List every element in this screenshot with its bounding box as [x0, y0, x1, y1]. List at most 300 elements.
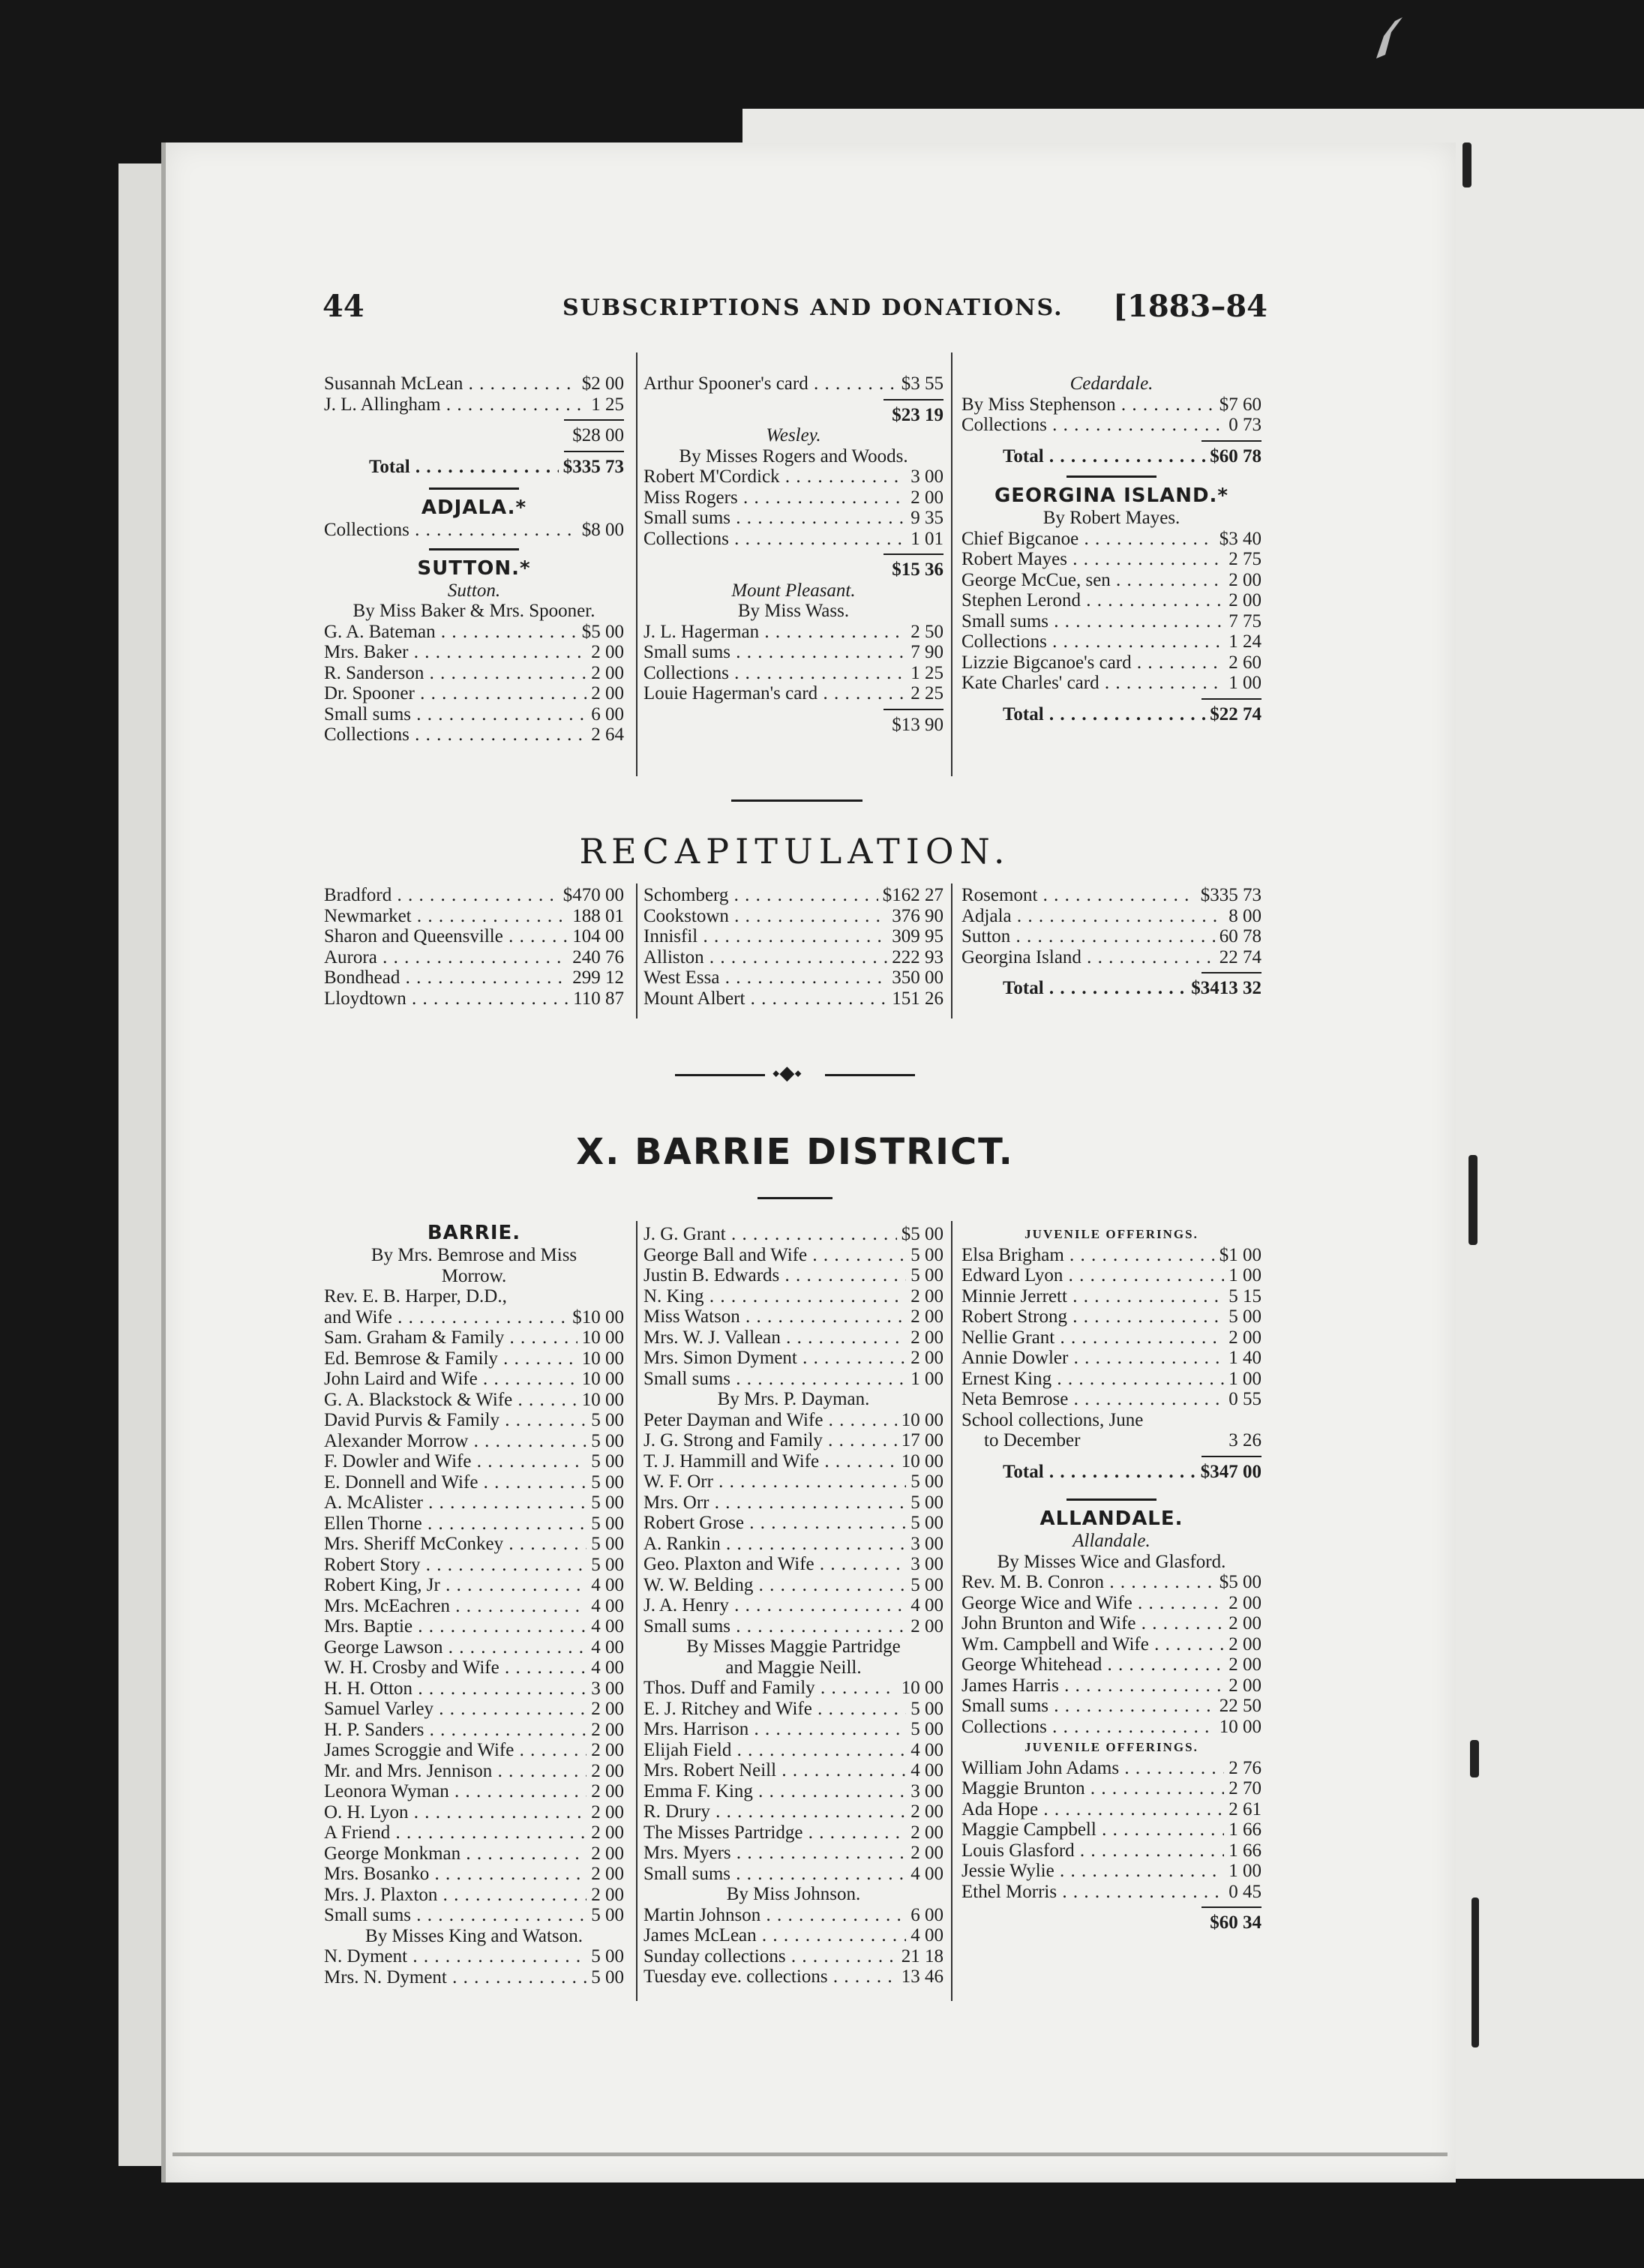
entry-amount: $2 00: [578, 374, 624, 394]
entry-name: Louie Hagerman's card . . .: [644, 683, 944, 704]
list-item: [962, 1882, 1262, 1903]
allandale-place: Allandale.: [1072, 1531, 1150, 1551]
entry-name: Cookstown . . .: [644, 906, 944, 927]
entry-amount: 2 25: [906, 683, 944, 704]
list-item: [644, 1802, 944, 1822]
total-row: Total . . . $347 00: [962, 1462, 1262, 1483]
entry-amount: 2 00: [906, 488, 944, 508]
entry-amount: 299 12: [568, 968, 624, 988]
entry-amount: $5 00: [1215, 1572, 1262, 1593]
section-rule: [1066, 1498, 1156, 1501]
top-column-1: [324, 374, 624, 746]
list-item: [962, 926, 1262, 947]
list-item: [644, 1966, 944, 1988]
column-divider: [636, 352, 638, 776]
entry-name: Mrs. Baptie . . .: [324, 1616, 624, 1637]
entry-amount: 3 00: [586, 1678, 624, 1700]
mount-pleasant-place: Mount Pleasant.: [731, 580, 856, 601]
list-item: [644, 885, 944, 906]
entry-amount: 21 18: [897, 1946, 944, 1967]
list-item: [644, 1224, 944, 1245]
entry-amount: 2 00: [1224, 570, 1262, 591]
entry-amount: 5 00: [586, 1967, 624, 1988]
entry-name: Robert M'Cordick . . .: [644, 466, 944, 488]
list-item: [644, 1451, 944, 1472]
column-divider: [951, 352, 952, 776]
entry-amount: 309 95: [887, 926, 944, 947]
list-item: [324, 663, 624, 684]
entry-amount: 10 00: [1215, 1717, 1262, 1738]
list-item: [644, 1472, 944, 1492]
list-item: [324, 1699, 624, 1720]
entry-name: Kate Charles' card . . .: [962, 673, 1262, 694]
entry-name: Mrs. Simon Dyment . . .: [644, 1348, 944, 1369]
entry-amount: 4 00: [906, 1925, 944, 1946]
entry-name: Mr. and Mrs. Jennison . . .: [324, 1761, 624, 1782]
entry-amount: 2 00: [906, 1306, 944, 1328]
column-divider: [951, 884, 952, 1018]
entry-amount: $470 00: [559, 885, 624, 906]
entry-name: Minnie Jerrett . . .: [962, 1286, 1262, 1307]
list-item: [324, 1781, 624, 1802]
list-item: [644, 642, 944, 663]
entry-name: Collections . . .: [644, 529, 944, 550]
entry-name: Robert Grose . . .: [644, 1513, 944, 1534]
entry-name: Rosemont . . .: [962, 885, 1262, 906]
entry-name: Leonora Wyman . . .: [324, 1781, 624, 1802]
entry-amount: $8 00: [578, 520, 624, 541]
list-item: [962, 1758, 1262, 1779]
list-item: [644, 1575, 944, 1596]
list-item: [324, 520, 624, 541]
list-item: [644, 1905, 944, 1926]
entry-name: Alexander Morrow . . .: [324, 1431, 624, 1452]
page-shadow: [172, 2152, 1448, 2156]
list-item: [644, 1760, 944, 1781]
entry-amount: 151 26: [887, 988, 944, 1010]
entry-name: Mrs. Sheriff McConkey . . .: [324, 1534, 624, 1555]
entry-amount: 10 00: [578, 1390, 624, 1411]
section-rule: [429, 488, 519, 490]
entry-amount: 13 46: [897, 1966, 944, 1988]
juvenile-heading: JUVENILE OFFERINGS.: [1024, 1740, 1198, 1754]
sutton-heading: SUTTON.*: [417, 556, 531, 580]
list-item: [962, 1306, 1262, 1328]
entry-name: Geo. Plaxton and Wife . . .: [644, 1554, 944, 1575]
barrie-column-1: [324, 1221, 624, 1988]
cedardale-place: Cedardale.: [1070, 374, 1154, 394]
entry-name: Miss Watson . . .: [644, 1306, 944, 1328]
list-item: [644, 1328, 944, 1348]
list-item: [324, 1472, 624, 1493]
entry-name: Sunday collections . . .: [644, 1946, 944, 1967]
entry-amount: 2 75: [1224, 549, 1262, 570]
entry-amount: 2 00: [1224, 1613, 1262, 1634]
entry-name: Rev. E. B. Harper, D.D.,: [324, 1286, 507, 1306]
entry-name: Sam. Graham & Family . . .: [324, 1328, 624, 1348]
entry-amount: 1 00: [1224, 1265, 1262, 1286]
list-item: [644, 1410, 944, 1431]
list-item: [962, 1613, 1262, 1634]
entry-name: Mrs. Bosanko . . .: [324, 1864, 624, 1885]
subtotal-row: $23 19: [644, 405, 944, 426]
entry-amount: 1 24: [1224, 632, 1262, 652]
entry-amount: 5 00: [906, 1472, 944, 1492]
entry-name: H. H. Otton . . .: [324, 1678, 624, 1700]
top-column-2: [644, 374, 944, 735]
entry-name: Aurora . . .: [324, 947, 624, 968]
allandale-collector: By Misses Wice and Glasford.: [997, 1551, 1226, 1572]
list-item: [324, 1864, 624, 1885]
entry-name: James McLean . . .: [644, 1925, 944, 1946]
entry-name: W. F. Orr . . .: [644, 1472, 944, 1492]
entry-amount: 2 00: [586, 642, 624, 663]
entry-amount: 5 00: [906, 1513, 944, 1534]
entry-amount: 2 61: [1224, 1799, 1262, 1820]
list-item: [644, 1946, 944, 1967]
entry-amount: 2 00: [586, 1761, 624, 1782]
entry-amount: 5 00: [906, 1699, 944, 1720]
sum-rule: [324, 446, 624, 457]
wesley-collector: By Misses Rogers and Woods.: [679, 446, 908, 466]
entry-amount: $3 55: [897, 374, 944, 394]
recap-column-2: [644, 885, 944, 1009]
list-item: [644, 1306, 944, 1328]
list-item: [324, 1637, 624, 1658]
total-row: Total . . . $60 78: [962, 446, 1262, 467]
entry-name: Annie Dowler . . .: [962, 1348, 1262, 1369]
entry-name: Miss Rogers . . .: [644, 488, 944, 508]
entry-amount: 2 00: [906, 1286, 944, 1307]
list-item: [324, 1307, 624, 1328]
list-item: [324, 1534, 624, 1555]
list-item: [644, 1534, 944, 1555]
entry-amount: 2 64: [586, 724, 624, 746]
list-item: [644, 529, 944, 550]
entry-amount: 4 00: [586, 1575, 624, 1596]
entry-name: John Laird and Wife . . .: [324, 1369, 624, 1390]
list-item: [324, 1286, 624, 1307]
list-item: [324, 1451, 624, 1472]
sum-rule: [644, 704, 944, 715]
entry-name: Collections . . .: [962, 1717, 1262, 1738]
entry-name: James Scroggie and Wife . . .: [324, 1740, 624, 1761]
list-item: [324, 1822, 624, 1844]
list-item: [324, 1616, 624, 1637]
page-number: 44: [322, 289, 364, 324]
entry-name: Small sums . . .: [644, 642, 944, 663]
entry-name: A. Rankin . . .: [644, 1534, 944, 1555]
georgina-collector: By Robert Mayes.: [1042, 508, 1180, 528]
binding-mark: [1470, 1740, 1479, 1778]
entry-amount: 1 01: [906, 529, 944, 550]
entry-name: Ada Hope . . .: [962, 1799, 1262, 1820]
subtotal-row: $13 90: [644, 715, 944, 736]
list-item: [324, 394, 624, 416]
list-item: [644, 1864, 944, 1885]
list-item: [324, 1328, 624, 1348]
entry-amount: 10 00: [578, 1348, 624, 1370]
entry-name: Mrs. W. J. Vallean . . .: [644, 1328, 944, 1348]
adjala-heading: ADJALA.*: [421, 496, 527, 519]
list-item: [324, 1844, 624, 1864]
top-column-3: [962, 374, 1262, 724]
entry-name: Stephen Lerond . . .: [962, 590, 1262, 611]
entry-amount: 5 00: [906, 1265, 944, 1286]
entry-name: George Whitehead . . .: [962, 1654, 1262, 1676]
entry-name: Elijah Field . . .: [644, 1740, 944, 1761]
entry-name: George Monkman . . .: [324, 1844, 624, 1864]
entry-name: George Wice and Wife . . .: [962, 1593, 1262, 1614]
list-item: [324, 1514, 624, 1534]
list-item: [962, 1799, 1262, 1820]
sum-rule: [962, 1451, 1262, 1462]
title-underline: [758, 1197, 832, 1199]
entry-amount: 350 00: [887, 968, 944, 988]
entry-amount: 0 73: [1224, 415, 1262, 436]
sutton-collector: By Miss Baker & Mrs. Spooner.: [352, 601, 596, 621]
collector-line: By Misses Maggie Partridge: [686, 1636, 901, 1657]
entry-name: W. W. Belding . . .: [644, 1575, 944, 1596]
entry-name: H. P. Sanders . . .: [324, 1720, 624, 1741]
entry-amount: $5 00: [578, 622, 624, 643]
entry-amount: 4 00: [586, 1616, 624, 1637]
list-item: [644, 1616, 944, 1637]
entry-amount: 2 00: [906, 1348, 944, 1369]
entry-name: Thos. Duff and Family . . .: [644, 1678, 944, 1699]
entry-amount: 6 00: [906, 1905, 944, 1926]
list-item: [644, 1492, 944, 1514]
entry-amount: 5 00: [586, 1946, 624, 1967]
list-item: [644, 947, 944, 968]
entry-amount: 10 00: [897, 1410, 944, 1431]
entry-name: J. G. Grant . . .: [644, 1224, 944, 1245]
entry-amount: 10 00: [578, 1369, 624, 1390]
ornament-divider: ⬩◆⬩: [675, 1064, 915, 1086]
entry-amount: 8 00: [1224, 906, 1262, 927]
entry-amount: 104 00: [568, 926, 624, 947]
entry-amount: 2 70: [1224, 1778, 1262, 1799]
entry-name: J. L. Allingham . . .: [324, 394, 624, 416]
list-item: [324, 1575, 624, 1596]
entry-amount: 2 50: [906, 622, 944, 643]
barrie-column-3: [962, 1224, 1262, 1934]
column-divider: [951, 1221, 952, 2001]
entry-name: Neta Bemrose . . .: [962, 1389, 1262, 1410]
list-item: [962, 1369, 1262, 1390]
entry-name: Small sums . . .: [644, 508, 944, 529]
list-item: [324, 1658, 624, 1678]
entry-name: Innisfil . . .: [644, 926, 944, 947]
entry-amount: $10 00: [568, 1307, 624, 1328]
entry-name: Ethel Morris . . .: [962, 1882, 1262, 1903]
list-item: [644, 1843, 944, 1864]
entry-amount: 240 76: [568, 947, 624, 968]
entry-name: J. G. Strong and Family . . .: [644, 1430, 944, 1451]
entry-name: G. A. Blackstock & Wife . . .: [324, 1390, 624, 1411]
list-item: [324, 1555, 624, 1576]
collector-line: and Maggie Neill.: [725, 1657, 862, 1678]
entry-amount: 4 00: [906, 1595, 944, 1616]
entry-amount: 6 00: [586, 704, 624, 725]
entry-amount: 3 00: [906, 466, 944, 488]
entry-name: Martin Johnson . . .: [644, 1905, 944, 1926]
entry-amount: 222 93: [887, 947, 944, 968]
list-item: [962, 632, 1262, 652]
entry-name: Mrs. N. Dyment . . .: [324, 1967, 624, 1988]
list-item: [962, 1717, 1262, 1738]
entry-name: Small sums . . .: [644, 1616, 944, 1637]
list-item: [644, 1245, 944, 1266]
sum-rule: [962, 694, 1262, 704]
barrie-collector-line2: Morrow.: [441, 1265, 507, 1286]
list-item: [962, 885, 1262, 906]
entry-name: R. Sanderson . . .: [324, 663, 624, 684]
list-item: [324, 1720, 624, 1741]
subtotal-row: $28 00: [324, 425, 624, 446]
entry-amount: 1 00: [1224, 1861, 1262, 1882]
binding-mark: [1462, 142, 1472, 188]
entry-amount: 2 00: [906, 1328, 944, 1348]
list-item: [962, 1265, 1262, 1286]
list-item: [962, 673, 1262, 694]
entry-amount: 17 00: [897, 1430, 944, 1451]
entry-amount: 5 00: [1224, 1306, 1262, 1328]
sum-rule: [962, 968, 1262, 978]
entry-name: Small sums . . .: [324, 704, 624, 725]
entry-amount: 4 00: [906, 1740, 944, 1761]
list-item: [644, 1369, 944, 1390]
juvenile-heading: JUVENILE OFFERINGS.: [1024, 1227, 1198, 1241]
entry-amount: 1 00: [1224, 1369, 1262, 1390]
list-item: [324, 642, 624, 663]
entry-name: Emma F. King . . .: [644, 1781, 944, 1802]
entry-amount: $162 27: [878, 885, 944, 906]
entry-amount: 5 00: [906, 1719, 944, 1740]
collector-line: By Mrs. P. Dayman.: [717, 1389, 870, 1409]
list-item: [324, 1596, 624, 1617]
entry-name: Collections . . .: [962, 415, 1262, 436]
list-item: [962, 611, 1262, 632]
entry-amount: 7 75: [1224, 611, 1262, 632]
list-item: [644, 622, 944, 643]
list-item: [324, 1431, 624, 1452]
entry-amount: 2 00: [586, 1864, 624, 1885]
list-item: [324, 1802, 624, 1823]
entry-amount: 2 00: [586, 1781, 624, 1802]
section-rule: [429, 548, 519, 550]
entry-name: T. J. Hammill and Wife . . .: [644, 1451, 944, 1472]
entry-amount: 4 00: [586, 1596, 624, 1617]
entry-amount: 5 15: [1224, 1286, 1262, 1307]
entry-amount: 188 01: [568, 906, 624, 927]
entry-name: The Misses Partridge . . .: [644, 1822, 944, 1844]
column-divider: [636, 1221, 638, 2001]
entry-name: Newmarket . . .: [324, 906, 624, 927]
entry-amount: 2 00: [906, 1616, 944, 1637]
list-item: [644, 1740, 944, 1761]
entry-amount: 2 00: [586, 663, 624, 684]
entry-amount: 1 66: [1224, 1820, 1262, 1840]
entry-name: David Purvis & Family . . .: [324, 1410, 624, 1431]
list-item: [324, 704, 624, 725]
recap-title: RECAPITULATION.: [579, 831, 1011, 872]
entry-name: Susannah McLean . . .: [324, 374, 624, 394]
entry-amount: $3 40: [1215, 529, 1262, 550]
list-item: [962, 1572, 1262, 1593]
list-item: [644, 1678, 944, 1699]
list-item: [324, 1390, 624, 1411]
sum-rule: [962, 436, 1262, 446]
entry-amount: 110 87: [568, 988, 624, 1010]
entry-name: Mrs. Orr . . .: [644, 1492, 944, 1514]
list-item: [962, 549, 1262, 570]
list-item: [324, 622, 624, 643]
barrie-column-2: [644, 1224, 944, 1988]
entry-name: James Harris . . .: [962, 1676, 1262, 1696]
entry-name: Collections . . .: [962, 632, 1262, 652]
entry-amount: 2 00: [586, 1740, 624, 1761]
entry-name: A. McAlister . . .: [324, 1492, 624, 1514]
list-item: [962, 529, 1262, 550]
entry-amount: 4 00: [586, 1658, 624, 1678]
entry-name: By Miss Stephenson . . .: [962, 394, 1262, 416]
list-item: [644, 1595, 944, 1616]
entry-amount: 1 00: [1224, 673, 1262, 694]
subtotal-row: $15 36: [644, 560, 944, 580]
entry-name: Schomberg . . .: [644, 885, 944, 906]
list-item: [324, 724, 624, 746]
binding-mark: [1472, 1898, 1479, 2048]
entry-name: Chief Bigcanoe . . .: [962, 529, 1262, 550]
entry-name: George Ball and Wife . . .: [644, 1245, 944, 1266]
list-item: [962, 1820, 1262, 1840]
list-item: [962, 906, 1262, 927]
entry-name: E. Donnell and Wife . . .: [324, 1472, 624, 1493]
list-item: [644, 488, 944, 508]
list-item: [324, 1967, 624, 1988]
list-item: [324, 1678, 624, 1700]
page-title: SUBSCRIPTIONS AND DONATIONS.: [562, 295, 1064, 321]
entry-name: Collections . . .: [324, 520, 624, 541]
entry-amount: 5 00: [906, 1245, 944, 1266]
entry-name: Small sums . . .: [962, 611, 1262, 632]
entry-amount: 2 60: [1224, 652, 1262, 674]
list-item: [962, 1861, 1262, 1882]
list-item: [644, 926, 944, 947]
entry-amount: 2 00: [1224, 1676, 1262, 1696]
entry-amount: 2 00: [906, 1822, 944, 1844]
entry-name: Lloydtown . . .: [324, 988, 624, 1010]
entry-name: Ellen Thorne . . .: [324, 1514, 624, 1534]
entry-amount: 2 00: [586, 1720, 624, 1741]
entry-name: N. King . . .: [644, 1286, 944, 1307]
entry-amount: 2 00: [586, 683, 624, 704]
entry-amount: 2 00: [586, 1802, 624, 1823]
entry-amount: 5 00: [586, 1555, 624, 1576]
entry-name: J. A. Henry . . .: [644, 1595, 944, 1616]
list-item: [962, 947, 1262, 968]
district-title: X. BARRIE DISTRICT.: [576, 1131, 1014, 1173]
sutton-place: Sutton.: [447, 580, 501, 601]
entry-name: A Friend . . .: [324, 1822, 624, 1844]
list-item: [962, 1654, 1262, 1676]
section-rule: [1066, 476, 1156, 478]
entry-name: West Essa . . .: [644, 968, 944, 988]
entry-amount: 5 00: [586, 1431, 624, 1452]
list-item: [644, 906, 944, 927]
collector-line: By Miss Johnson.: [726, 1884, 861, 1904]
